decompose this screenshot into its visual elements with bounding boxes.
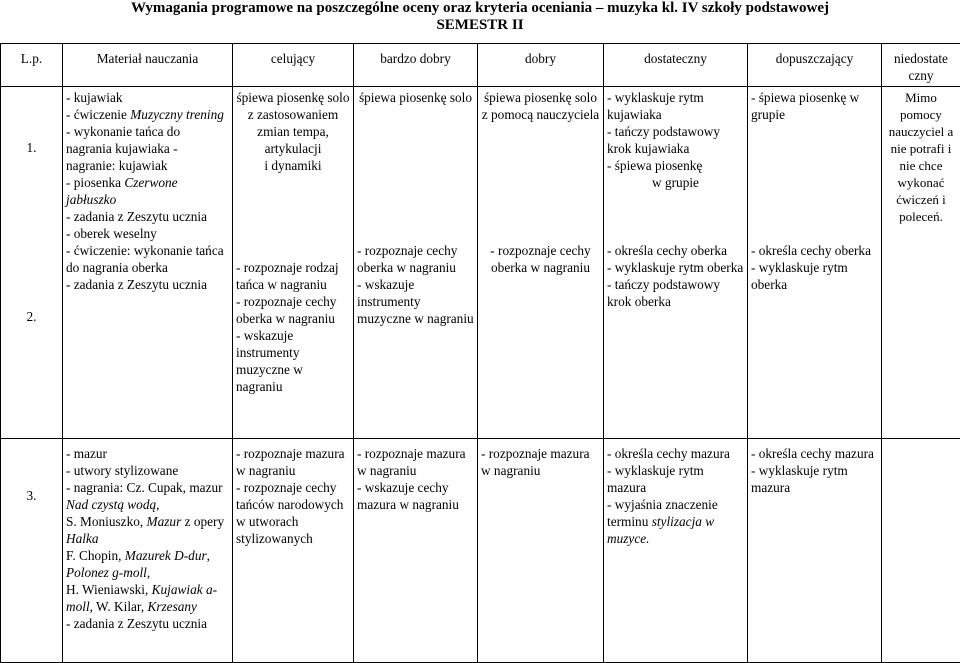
material-title-cupak: Nad czystą wodą (66, 497, 157, 512)
dostateczny-text-3a: - określa cechy mazura - wyklaskuje rytm mazura - wyjaśnia znaczenie terminu (607, 446, 730, 529)
dopuszczajacy-text-2: - określa cechy oberka - wyklaskuje rytm oberka (751, 243, 871, 292)
table-row (1, 87, 960, 439)
header-celujacy: celujący (233, 44, 354, 87)
lp-3: 3. (1, 439, 63, 663)
lp-1: 1. (26, 140, 37, 155)
material-cell-3 (63, 439, 233, 663)
material-tasks-3: - zadania z Zeszytu ucznia (66, 616, 208, 631)
niedostateczny-cell-1-2 (882, 87, 960, 439)
header-niedostateczny: niedostate czny (882, 44, 960, 87)
celujacy-text-2: - rozpoznaje rodzaj tańca w nagraniu - rozpoznaje cechy oberka w nagraniu - wskazuje instrumenty muzyczne w nagraniu (236, 260, 339, 394)
dostateczny-text-3 (607, 445, 744, 547)
material-chopin: F. Chopin, (66, 548, 122, 563)
material-song: - piosenka (66, 175, 125, 190)
material-exercise-title: Muzyczny trening (130, 107, 224, 122)
dopuszczajacy-cell-1-2 (748, 87, 882, 439)
header-dopuszczajacy: dopuszczający (748, 44, 882, 87)
material-exercise: - ćwiczenie (66, 107, 131, 122)
dobry-text-3: - rozpoznaje mazura w nagraniu (481, 446, 590, 478)
material-sep: , (206, 548, 210, 563)
dostateczny-text-3b: stylizacja w muzyce. (607, 514, 715, 546)
material-moniuszko: , S. Moniuszko, (66, 497, 160, 529)
material-text-1 (66, 89, 229, 225)
header-dostateczny: dostateczny (604, 44, 748, 87)
row-lp-1-2 (1, 87, 63, 439)
niedostateczny-text: Mimo pomocy nauczyciel a nie potrafi i nie chce wykonać ćwiczeń i poleceń. (888, 90, 954, 224)
document-title (0, 0, 960, 34)
lp-2: 2. (26, 309, 37, 324)
dopuszczajacy-text-3: - określa cechy mazura - wyklaskuje rytm mazura (751, 446, 874, 495)
material-text-2: - oberek weselny - ćwiczenie: wykonanie tańca do nagrania oberka - zadania z Zeszytu ucznia (66, 226, 224, 292)
dostateczny-text-1: - wyklaskuje rytm kujawiaka - tańczy podstawowy krok kujawiaka - śpiewa piosenkę (607, 90, 720, 173)
title-line-2: SEMESTR II (436, 17, 524, 33)
dopuszczajacy-cell-3 (748, 439, 882, 663)
material-kujawiak: - kujawiak (66, 90, 123, 105)
dopuszczajacy-text-1: - śpiewa piosenkę w grupie (751, 90, 860, 122)
material-title-kujawiak: Kujawiak a-moll (66, 582, 218, 614)
material-mazur: - mazur - utwory stylizowane - nagrania: Cz. Cupak, mazur (66, 446, 223, 495)
bardzo-dobry-cell-3 (354, 439, 478, 663)
niedostateczny-cell-3 (882, 439, 960, 663)
celujacy-cell-3 (233, 439, 354, 663)
bardzo-dobry-text-2: - rozpoznaje cechy oberka w nagraniu - wskazuje instrumenty muzyczne w nagraniu (357, 243, 474, 326)
dobry-text-1: śpiewa piosenkę solo z pomocą nauczyciela (481, 90, 600, 122)
material-title-mazurek: Mazurek D-dur (124, 548, 207, 563)
material-text-3 (66, 445, 229, 632)
material-dance: - wykonanie tańca do nagrania kujawiaka - nagranie: kujawiak (66, 124, 181, 173)
grading-table (0, 43, 960, 663)
dostateczny-cell-1-2 (604, 87, 748, 439)
dobry-cell-3 (478, 439, 604, 663)
header-dobry: dobry (478, 44, 604, 87)
bardzo-dobry-text-3: - rozpoznaje mazura w nagraniu - wskazuje cechy mazura w nagraniu (357, 446, 466, 512)
celujacy-text-3: - rozpoznaje mazura w nagraniu - rozpoznaje cechy tańców narodowych w utworach stylizowanych (236, 446, 345, 546)
dostateczny-text-2: - określa cechy oberka - wyklaskuje rytm oberka - tańczy podstawowy krok oberka (607, 243, 744, 309)
material-title-halka: Halka (66, 531, 99, 546)
material-cell-1-2 (63, 87, 233, 439)
header-material: Materiał nauczania (63, 44, 233, 87)
celujacy-cell-1-2 (233, 87, 354, 439)
title-line-1: Wymagania programowe na poszczególne oceny oraz kryteria oceniania – muzyka kl. IV szkoły podstawowej (130, 0, 829, 16)
material-title-krzesany: Krzesany (147, 599, 197, 614)
bardzo-dobry-text-1: śpiewa piosenkę solo (358, 90, 472, 105)
material-wieniawski: , H. Wieniawski, (66, 565, 151, 597)
dobry-cell-1-2 (478, 87, 604, 439)
table-row (1, 439, 960, 663)
material-title-mazur: Mazur (146, 514, 182, 529)
header-lp: L.p. (1, 44, 63, 87)
dostateczny-text-1b: w grupie (652, 175, 699, 190)
material-tasks: - zadania z Zeszytu ucznia (66, 209, 208, 224)
header-bardzo-dobry: bardzo dobry (354, 44, 478, 87)
material-title-polonez: Polonez g-moll (66, 565, 147, 580)
material-song-title: Czerwone jabłuszko (66, 175, 178, 207)
celujacy-text-1: śpiewa piosenkę solo z zastosowaniem zmian tempa, artykulacji i dynamiki (236, 90, 350, 173)
material-kilar: , W. Kilar, (89, 599, 148, 614)
bardzo-dobry-cell-1-2 (354, 87, 478, 439)
dobry-text-2: - rozpoznaje cechy oberka w nagraniu (490, 243, 591, 275)
material-opera: z opery (181, 514, 225, 529)
dostateczny-cell-3 (604, 439, 748, 663)
